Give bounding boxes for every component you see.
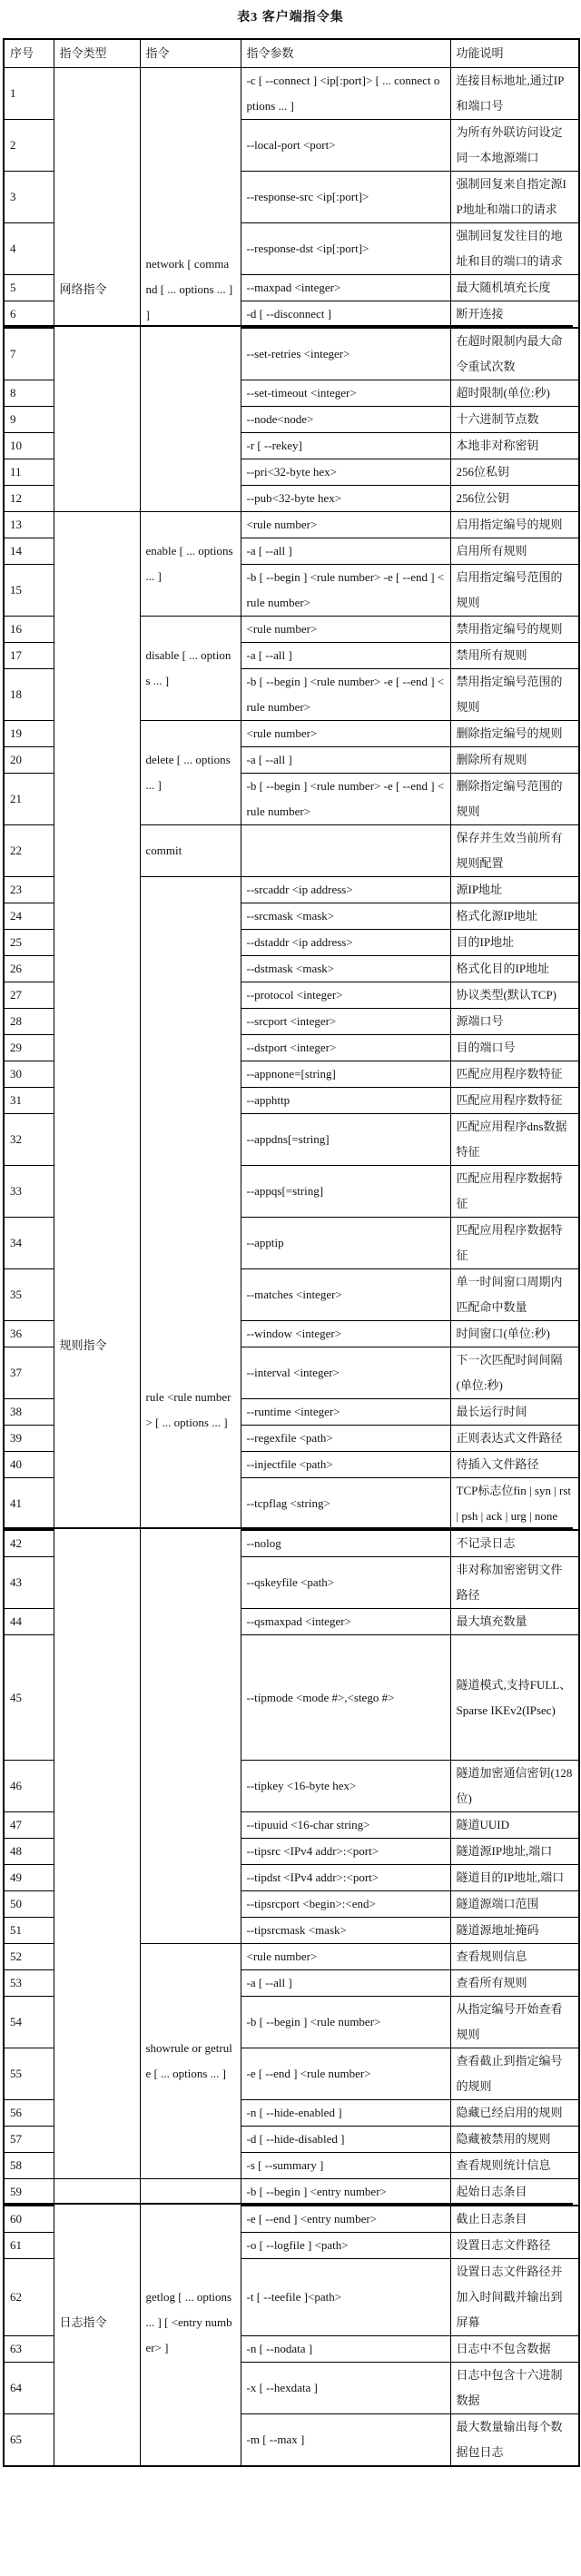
row-number-cell: 40 (4, 1452, 54, 1478)
row-number-cell: 30 (4, 1061, 54, 1088)
description-cell: 待插入文件路径 (450, 1452, 579, 1478)
description-cell: 保存并生效当前所有规则配置 (450, 825, 579, 877)
command-cell: delete [ ... options ... ] (140, 721, 241, 825)
param-cell: -e [ --end ] <rule number> (241, 2048, 450, 2100)
param-cell: --apphttp (241, 1088, 450, 1114)
row-number-cell: 28 (4, 1009, 54, 1035)
row-number-cell: 53 (4, 1970, 54, 1997)
description-cell: 设置日志文件路径 (450, 2233, 579, 2259)
param-cell: --response-dst <ip[:port]> (241, 223, 450, 275)
row-number-cell: 26 (4, 956, 54, 982)
command-cell: rule <rule number> [ ... options ... ] (140, 877, 241, 1944)
param-cell: -e [ --end ] <entry number> (241, 2206, 450, 2233)
column-header-parameters: 指令参数 (241, 39, 450, 68)
row-number-cell: 64 (4, 2363, 54, 2414)
param-cell: -o [ --logfile ] <path> (241, 2233, 450, 2259)
param-cell: --dstmask <mask> (241, 956, 450, 982)
description-cell: 起始日志条目 (450, 2179, 579, 2206)
command-cell: getlog [ ... options ... ] [ <entry number> ] (140, 2179, 241, 2467)
command-cell: disable [ ... options ... ] (140, 617, 241, 721)
param-cell: --pri<32-byte hex> (241, 459, 450, 486)
description-cell: 匹配应用程序数据特征 (450, 1218, 579, 1269)
row-number-cell: 12 (4, 486, 54, 512)
description-cell: 单一时间窗口周期内匹配命中数量 (450, 1269, 579, 1321)
param-cell: -d [ --disconnect ] (241, 301, 450, 329)
row-number-cell: 55 (4, 2048, 54, 2100)
description-cell: 目的IP地址 (450, 930, 579, 956)
param-cell: --interval <integer> (241, 1347, 450, 1399)
param-cell: --qsmaxpad <integer> (241, 1609, 450, 1635)
param-cell (241, 825, 450, 877)
table-row (4, 512, 579, 538)
description-cell: 最大随机填充长度 (450, 275, 579, 301)
command-cell: commit (140, 825, 241, 877)
description-cell: 断开连接 (450, 301, 579, 329)
param-cell: --srcport <integer> (241, 1009, 450, 1035)
row-number-cell: 14 (4, 538, 54, 565)
row-number-cell: 57 (4, 2127, 54, 2153)
row-number-cell: 49 (4, 1865, 54, 1891)
row-number-cell: 52 (4, 1944, 54, 1970)
param-cell: -b [ --begin ] <entry number> (241, 2179, 450, 2206)
command-type-cell: 规则指令 (54, 512, 140, 2179)
row-number-cell: 29 (4, 1035, 54, 1061)
row-number-cell: 33 (4, 1166, 54, 1218)
column-header-command: 指令 (140, 39, 241, 68)
description-cell: 256位公钥 (450, 486, 579, 512)
command-cell: showrule or getrule [ ... options ... ] (140, 1944, 241, 2179)
param-cell: --tipsrcport <begin>:<end> (241, 1891, 450, 1918)
row-number-cell: 2 (4, 120, 54, 172)
description-cell: 隧道模式,支持FULL、Sparse IKEv2(IPsec) (450, 1635, 579, 1761)
description-cell: 匹配应用程序数特征 (450, 1061, 579, 1088)
description-cell: 截止日志条目 (450, 2206, 579, 2233)
header-row (4, 39, 579, 68)
description-cell: 下一次匹配时间间隔(单位:秒) (450, 1347, 579, 1399)
page-break-line (3, 2203, 573, 2205)
description-cell: 匹配应用程序数据特征 (450, 1166, 579, 1218)
row-number-cell: 3 (4, 172, 54, 223)
row-number-cell: 38 (4, 1399, 54, 1426)
row-number-cell: 34 (4, 1218, 54, 1269)
description-cell: 在超时限制内最大命令重试次数 (450, 328, 579, 380)
page-break-line (3, 1527, 573, 1529)
row-number-cell: 4 (4, 223, 54, 275)
param-cell: -b [ --begin ] <rule number> -e [ --end ] <rule number> (241, 774, 450, 825)
table-row (4, 2179, 579, 2206)
description-cell: 最长运行时间 (450, 1399, 579, 1426)
row-number-cell: 27 (4, 982, 54, 1009)
command-type-cell: 网络指令 (54, 68, 140, 512)
description-cell: 隧道源端口范围 (450, 1891, 579, 1918)
row-number-cell: 50 (4, 1891, 54, 1918)
param-cell: --injectfile <path> (241, 1452, 450, 1478)
param-cell: -t [ --teefile ]<path> (241, 2259, 450, 2336)
param-cell: -n [ --hide-enabled ] (241, 2100, 450, 2127)
param-cell: --appnone=[string] (241, 1061, 450, 1088)
param-cell: --nolog (241, 1530, 450, 1557)
row-number-cell: 19 (4, 721, 54, 747)
description-cell: 禁用指定编号范围的规则 (450, 669, 579, 721)
description-cell: 源端口号 (450, 1009, 579, 1035)
row-number-cell: 23 (4, 877, 54, 903)
row-number-cell: 25 (4, 930, 54, 956)
param-cell: -a [ --all ] (241, 538, 450, 565)
description-cell: 启用指定编号的规则 (450, 512, 579, 538)
description-cell: 本地非对称密钥 (450, 433, 579, 459)
param-cell: <rule number> (241, 617, 450, 643)
description-cell: 非对称加密密钥文件路径 (450, 1557, 579, 1609)
param-cell: --tipuuid <16-char string> (241, 1812, 450, 1839)
row-number-cell: 6 (4, 301, 54, 329)
param-cell: --srcaddr <ip address> (241, 877, 450, 903)
description-cell: 协议类型(默认TCP) (450, 982, 579, 1009)
param-cell: -b [ --begin ] <rule number> (241, 1997, 450, 2048)
row-number-cell: 51 (4, 1918, 54, 1944)
row-number-cell: 11 (4, 459, 54, 486)
param-cell: --appdns[=string] (241, 1114, 450, 1166)
param-cell: --protocol <integer> (241, 982, 450, 1009)
row-number-cell: 48 (4, 1839, 54, 1865)
param-cell: -a [ --all ] (241, 643, 450, 669)
param-cell: --tipkey <16-byte hex> (241, 1761, 450, 1812)
param-cell: --appqs[=string] (241, 1166, 450, 1218)
param-cell: -b [ --begin ] <rule number> -e [ --end ] <rule number> (241, 565, 450, 617)
row-number-cell: 10 (4, 433, 54, 459)
row-number-cell: 22 (4, 825, 54, 877)
command-type-cell: 日志指令 (54, 2179, 140, 2467)
param-cell: --matches <integer> (241, 1269, 450, 1321)
column-header-command-type: 指令类型 (54, 39, 140, 68)
param-cell: --maxpad <integer> (241, 275, 450, 301)
row-number-cell: 43 (4, 1557, 54, 1609)
description-cell: 目的端口号 (450, 1035, 579, 1061)
description-cell: 格式化目的IP地址 (450, 956, 579, 982)
param-cell: --local-port <port> (241, 120, 450, 172)
description-cell: 时间窗口(单位:秒) (450, 1321, 579, 1347)
row-number-cell: 63 (4, 2336, 54, 2363)
description-cell: 删除所有规则 (450, 747, 579, 774)
row-number-cell: 54 (4, 1997, 54, 2048)
row-number-cell: 56 (4, 2100, 54, 2127)
param-cell: <rule number> (241, 1944, 450, 1970)
description-cell: 十六进制节点数 (450, 407, 579, 433)
row-number-cell: 37 (4, 1347, 54, 1399)
table-title: 表3 客户端指令集 (237, 11, 344, 25)
description-cell: 日志中不包含数据 (450, 2336, 579, 2363)
row-number-cell: 7 (4, 328, 54, 380)
row-number-cell: 60 (4, 2206, 54, 2233)
param-cell: -n [ --nodata ] (241, 2336, 450, 2363)
description-cell: 为所有外联访问设定同一本地源端口 (450, 120, 579, 172)
row-number-cell: 32 (4, 1114, 54, 1166)
param-cell: <rule number> (241, 512, 450, 538)
row-number-cell: 65 (4, 2414, 54, 2467)
param-cell: --regexfile <path> (241, 1426, 450, 1452)
table-row (4, 68, 579, 120)
row-number-cell: 44 (4, 1609, 54, 1635)
row-number-cell: 45 (4, 1635, 54, 1761)
row-number-cell: 24 (4, 903, 54, 930)
row-number-cell: 61 (4, 2233, 54, 2259)
param-cell: --node<node> (241, 407, 450, 433)
param-cell: -r [ --rekey] (241, 433, 450, 459)
param-cell: --srcmask <mask> (241, 903, 450, 930)
param-cell: -a [ --all ] (241, 747, 450, 774)
column-header-description: 功能说明 (450, 39, 579, 68)
param-cell: <rule number> (241, 721, 450, 747)
param-cell: -a [ --all ] (241, 1970, 450, 1997)
row-number-cell: 59 (4, 2179, 54, 2206)
param-cell: --set-timeout <integer> (241, 380, 450, 407)
description-cell: 查看所有规则 (450, 1970, 579, 1997)
row-number-cell: 21 (4, 774, 54, 825)
row-number-cell: 47 (4, 1812, 54, 1839)
row-number-cell: 41 (4, 1478, 54, 1531)
param-cell: --dstaddr <ip address> (241, 930, 450, 956)
row-number-cell: 16 (4, 617, 54, 643)
param-cell: --pub<32-byte hex> (241, 486, 450, 512)
row-number-cell: 46 (4, 1761, 54, 1812)
page-break-line (3, 325, 573, 327)
description-cell: 禁用所有规则 (450, 643, 579, 669)
description-cell: 删除指定编号范围的规则 (450, 774, 579, 825)
row-number-cell: 20 (4, 747, 54, 774)
param-cell: -c [ --connect ] <ip[:port]> [ ... connect options ... ] (241, 68, 450, 120)
param-cell: --tipdst <IPv4 addr>:<port> (241, 1865, 450, 1891)
param-cell: --tipmode <mode #>,<stego #> (241, 1635, 450, 1761)
description-cell: 启用所有规则 (450, 538, 579, 565)
description-cell: 从指定编号开始查看规则 (450, 1997, 579, 2048)
column-header-number: 序号 (4, 39, 54, 68)
description-cell: 禁用指定编号的规则 (450, 617, 579, 643)
description-cell: 查看截止到指定编号的规则 (450, 2048, 579, 2100)
param-cell: --runtime <integer> (241, 1399, 450, 1426)
row-number-cell: 9 (4, 407, 54, 433)
row-number-cell: 39 (4, 1426, 54, 1452)
param-cell: --tipsrc <IPv4 addr>:<port> (241, 1839, 450, 1865)
description-cell: 最大填充数量 (450, 1609, 579, 1635)
description-cell: 强制回复发往目的地址和目的端口的请求 (450, 223, 579, 275)
param-cell: --tipsrcmask <mask> (241, 1918, 450, 1944)
description-cell: 隧道源地址掩码 (450, 1918, 579, 1944)
row-number-cell: 35 (4, 1269, 54, 1321)
param-cell: -s [ --summary ] (241, 2153, 450, 2179)
param-cell: --set-retries <integer> (241, 328, 450, 380)
command-cell: enable [ ... options ... ] (140, 512, 241, 617)
row-number-cell: 13 (4, 512, 54, 538)
param-cell: -d [ --hide-disabled ] (241, 2127, 450, 2153)
row-number-cell: 5 (4, 275, 54, 301)
description-cell: 不记录日志 (450, 1530, 579, 1557)
param-cell: --tcpflag <string> (241, 1478, 450, 1531)
param-cell: --apptip (241, 1218, 450, 1269)
row-number-cell: 1 (4, 68, 54, 120)
command-cell: network [ command [ ... options ... ] ] (140, 68, 241, 512)
description-cell: 正则表达式文件路径 (450, 1426, 579, 1452)
param-cell: --response-src <ip[:port]> (241, 172, 450, 223)
param-cell: --window <integer> (241, 1321, 450, 1347)
description-cell: 查看规则信息 (450, 1944, 579, 1970)
row-number-cell: 62 (4, 2259, 54, 2336)
description-cell: 查看规则统计信息 (450, 2153, 579, 2179)
param-cell: -b [ --begin ] <rule number> -e [ --end ] <rule number> (241, 669, 450, 721)
row-number-cell: 15 (4, 565, 54, 617)
description-cell: 设置日志文件路径并加入时间戳并输出到屏幕 (450, 2259, 579, 2336)
command-table (3, 38, 580, 2467)
description-cell: 超时限制(单位:秒) (450, 380, 579, 407)
row-number-cell: 42 (4, 1530, 54, 1557)
row-number-cell: 58 (4, 2153, 54, 2179)
row-number-cell: 31 (4, 1088, 54, 1114)
description-cell: 格式化源IP地址 (450, 903, 579, 930)
description-cell: 删除指定编号的规则 (450, 721, 579, 747)
description-cell: 日志中包含十六进制数据 (450, 2363, 579, 2414)
table-wrapper (0, 38, 581, 2467)
param-cell: --dstport <integer> (241, 1035, 450, 1061)
param-cell: -x [ --hexdata ] (241, 2363, 450, 2414)
row-number-cell: 18 (4, 669, 54, 721)
description-cell: 匹配应用程序dns数据特征 (450, 1114, 579, 1166)
param-cell: -m [ --max ] (241, 2414, 450, 2467)
description-cell: 匹配应用程序数特征 (450, 1088, 579, 1114)
description-cell: 隧道源IP地址,端口 (450, 1839, 579, 1865)
description-cell: 隐藏已经启用的规则 (450, 2100, 579, 2127)
description-cell: 隧道UUID (450, 1812, 579, 1839)
description-cell: 隐藏被禁用的规则 (450, 2127, 579, 2153)
description-cell: 隧道目的IP地址,端口 (450, 1865, 579, 1891)
description-cell: 强制回复来自指定源IP地址和端口的请求 (450, 172, 579, 223)
description-cell: 256位私钥 (450, 459, 579, 486)
param-cell: --qskeyfile <path> (241, 1557, 450, 1609)
row-number-cell: 36 (4, 1321, 54, 1347)
description-cell: 隧道加密通信密钥(128位) (450, 1761, 579, 1812)
description-cell: 源IP地址 (450, 877, 579, 903)
row-number-cell: 17 (4, 643, 54, 669)
description-cell: 最大数量输出每个数据包日志 (450, 2414, 579, 2467)
description-cell: TCP标志位fin | syn | rst | psh | ack | urg | none (450, 1478, 579, 1531)
description-cell: 连接目标地址,通过IP和端口号 (450, 68, 579, 120)
row-number-cell: 8 (4, 380, 54, 407)
description-cell: 启用指定编号范围的规则 (450, 565, 579, 617)
